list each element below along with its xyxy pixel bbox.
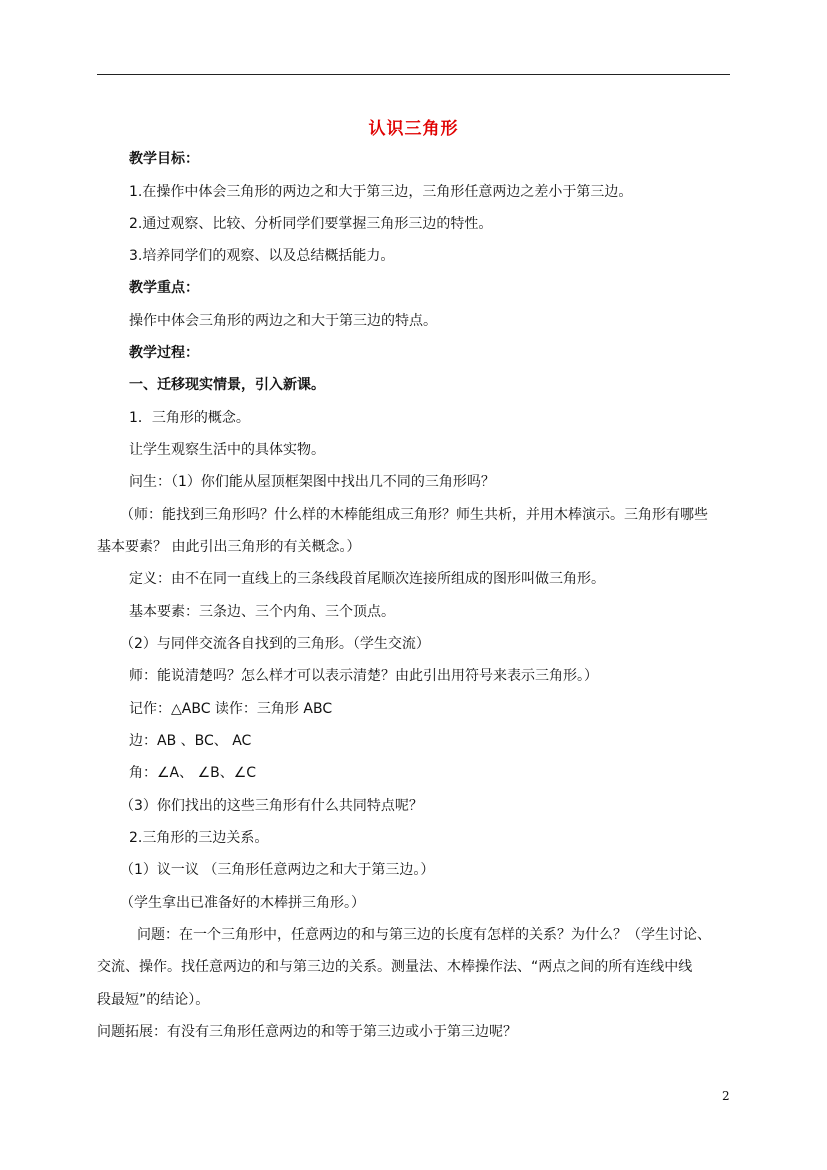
key-point-1: 操作中体会三角形的两边之和大于第三边的特点。 xyxy=(129,313,437,329)
paragraph: 问题拓展：有没有三角形任意两边的和等于第三边或小于第三边呢？ xyxy=(97,1024,517,1040)
paragraph: （学生拿出已准备好的木棒拼三角形。） xyxy=(120,895,365,911)
page-number: 2 xyxy=(722,1089,730,1103)
paragraph: （3）你们找出的这些三角形有什么共同特点呢？ xyxy=(120,798,423,814)
paragraph: 问生：（1）你们能从屋顶框架图中找出几不同的三角形吗？ xyxy=(129,474,495,490)
paragraph: 让学生观察生活中的具体实物。 xyxy=(129,442,325,458)
paragraph: 基本要素：三条边、三个内角、三个顶点。 xyxy=(129,604,395,620)
header-rule xyxy=(97,74,730,75)
heading-process: 教学过程： xyxy=(129,345,199,361)
paragraph: 1．三角形的概念。 xyxy=(129,410,250,426)
paragraph: （1）议一议 （三角形任意两边之和大于第三边。） xyxy=(120,862,435,878)
paragraph: 定义：由不在同一直线上的三条线段首尾顺次连接所组成的图形叫做三角形。 xyxy=(129,571,605,587)
section-2-heading: 2.三角形的三边关系。 xyxy=(129,830,269,846)
heading-key-points: 教学重点： xyxy=(129,280,199,296)
objective-3: 3.培养同学们的观察、以及总结概括能力。 xyxy=(129,248,395,264)
paragraph: 边：AB 、BC、 AC xyxy=(129,733,252,749)
paragraph: （2）与同伴交流各自找到的三角形。（学生交流） xyxy=(120,636,430,652)
section-1-heading: 一、迁移现实情景，引入新课。 xyxy=(129,377,325,393)
paragraph: 记作：△ABC 读作：三角形 ABC xyxy=(129,701,333,717)
paragraph: 问题：在一个三角形中，任意两边的和与第三边的长度有怎样的关系？为什么？（学生讨论、 xyxy=(137,927,711,943)
paragraph: 角：∠A、 ∠B、∠C xyxy=(129,765,257,781)
paragraph: 交流、操作。找任意两边的和与第三边的关系。测量法、木棒操作法、“两点之间的所有连线中线 xyxy=(97,959,693,975)
page-title: 认识三角形 xyxy=(368,119,459,139)
paragraph: （师：能找到三角形吗？什么样的木棒能组成三角形？师生共析，并用木棒演示。三角形有哪些 xyxy=(120,507,708,523)
paragraph: 基本要素？ 由此引出三角形的有关概念。） xyxy=(97,539,361,555)
objective-1: 1.在操作中体会三角形的两边之和大于第三边，三角形任意两边之差小于第三边。 xyxy=(129,184,633,200)
objective-2: 2.通过观察、比较、分析同学们要掌握三角形三边的特性。 xyxy=(129,216,493,232)
paragraph: 师：能说清楚吗？怎么样才可以表示清楚？由此引出用符号来表示三角形。） xyxy=(129,668,598,684)
paragraph: 段最短”的结论）。 xyxy=(97,992,210,1008)
heading-objectives: 教学目标： xyxy=(129,151,199,167)
